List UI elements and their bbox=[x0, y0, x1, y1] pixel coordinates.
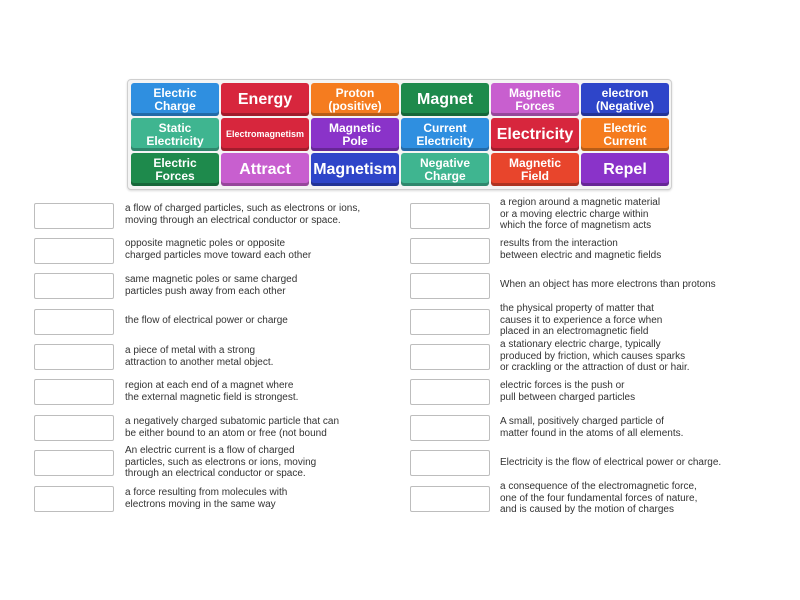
left-definition-text: same magnetic poles or same charged particles push away from each other bbox=[125, 274, 298, 297]
right-definition-text: a region around a magnetic material or a moving electric charge within which the force of magnetism acts bbox=[500, 197, 661, 231]
right-definition-text: Electricity is the flow of electrical power or charge. bbox=[500, 457, 722, 468]
answer-tile[interactable]: Magnet bbox=[401, 83, 489, 116]
right-definition-text: a consequence of the electromagnetic force, one of the four fundamental forces of nature, and is caused by the motion of charges bbox=[500, 481, 698, 515]
answer-tile[interactable]: Repel bbox=[581, 153, 669, 186]
right-drop-slot[interactable] bbox=[410, 486, 490, 512]
left-definition-text: a negatively charged subatomic particle that can be either bound to an atom or free (not bound bbox=[125, 416, 340, 439]
answer-tile[interactable]: Magnetism bbox=[311, 153, 399, 186]
right-drop-slot[interactable] bbox=[410, 238, 490, 264]
right-definition-text: When an object has more electrons than protons bbox=[500, 279, 716, 290]
right-drop-slot[interactable] bbox=[410, 379, 490, 405]
right-drop-slot[interactable] bbox=[410, 309, 490, 335]
left-drop-slot[interactable] bbox=[34, 203, 114, 229]
left-drop-slot[interactable] bbox=[34, 415, 114, 441]
right-definition-text: electric forces is the push or pull between charged particles bbox=[500, 380, 636, 403]
left-drop-slot[interactable] bbox=[34, 450, 114, 476]
left-definition-text: An electric current is a flow of charged particles, such as electrons or ions, moving through an electrical conductor or space. bbox=[125, 445, 317, 479]
left-drop-slot[interactable] bbox=[34, 344, 114, 370]
right-drop-slot[interactable] bbox=[410, 273, 490, 299]
right-definition-text: a stationary electric charge, typically produced by friction, which causes sparks or crackling or the attraction of dust or hair. bbox=[500, 339, 690, 373]
right-definition-text: the physical property of matter that causes it to experience a force when placed in an electromagnetic field bbox=[500, 303, 663, 337]
answer-tile[interactable]: Electric Forces bbox=[131, 153, 219, 186]
answer-tile[interactable]: Electric Charge bbox=[131, 83, 219, 116]
answer-tile[interactable]: Magnetic Forces bbox=[491, 83, 579, 116]
left-definition-text: a flow of charged particles, such as electrons or ions, moving through an electrical conductor or space. bbox=[125, 203, 361, 226]
answer-tile[interactable]: Magnetic Field bbox=[491, 153, 579, 186]
left-definition-text: opposite magnetic poles or opposite charged particles move toward each other bbox=[125, 238, 312, 261]
answer-tile[interactable]: Magnetic Pole bbox=[311, 118, 399, 151]
left-definition-text: region at each end of a magnet where the external magnetic field is strongest. bbox=[125, 380, 299, 403]
right-definition-text: results from the interaction between electric and magnetic fields bbox=[500, 238, 662, 261]
left-drop-slot[interactable] bbox=[34, 273, 114, 299]
right-drop-slot[interactable] bbox=[410, 450, 490, 476]
answer-tile[interactable]: electron (Negative) bbox=[581, 83, 669, 116]
answer-tile[interactable]: Electricity bbox=[491, 118, 579, 151]
answer-tile[interactable]: Energy bbox=[221, 83, 309, 116]
answer-tile[interactable]: Negative Charge bbox=[401, 153, 489, 186]
answer-tile[interactable]: Attract bbox=[221, 153, 309, 186]
left-definition-text: the flow of electrical power or charge bbox=[125, 315, 288, 326]
left-drop-slot[interactable] bbox=[34, 379, 114, 405]
answer-tile[interactable]: Electromagnetism bbox=[221, 118, 309, 151]
right-drop-slot[interactable] bbox=[410, 344, 490, 370]
answer-tile[interactable]: Current Electricity bbox=[401, 118, 489, 151]
right-drop-slot[interactable] bbox=[410, 203, 490, 229]
left-drop-slot[interactable] bbox=[34, 486, 114, 512]
left-definition-text: a piece of metal with a strong attraction to another metal object. bbox=[125, 345, 274, 368]
left-drop-slot[interactable] bbox=[34, 309, 114, 335]
left-drop-slot[interactable] bbox=[34, 238, 114, 264]
answer-tile-grid bbox=[127, 79, 672, 190]
answer-tile[interactable]: Static Electricity bbox=[131, 118, 219, 151]
left-definition-text: a force resulting from molecules with electrons moving in the same way bbox=[125, 487, 288, 510]
right-drop-slot[interactable] bbox=[410, 415, 490, 441]
answer-tile[interactable]: Electric Current bbox=[581, 118, 669, 151]
right-definition-text: A small, positively charged particle of matter found in the atoms of all elements. bbox=[500, 416, 684, 439]
answer-tile[interactable]: Proton (positive) bbox=[311, 83, 399, 116]
